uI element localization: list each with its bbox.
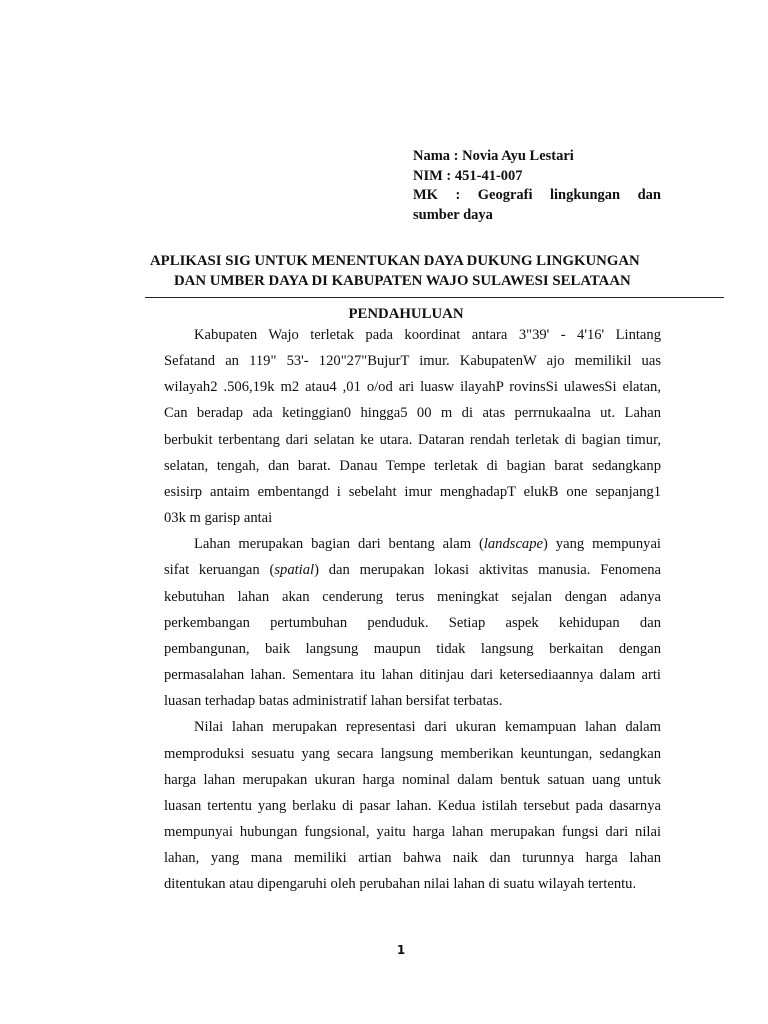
- text-line: Nilai lahan merupakan representasi dari ukuran kemampuan lahan dalam: [194, 719, 661, 736]
- document-title: [150, 251, 660, 291]
- course-word: :: [455, 187, 461, 203]
- text-line: luasan terhadap batas administratif lahan bersifat terbatas.: [164, 693, 503, 710]
- body-text: [164, 322, 661, 897]
- course-word: dan: [637, 187, 661, 203]
- text-line: selatan, tengah, dan barat. Danau Tempe terletak di bagian barat sedangkanp: [164, 457, 661, 474]
- title-line-2: DAN UMBER DAYA DI KABUPATEN WAJO SULAWESI SELATAAN: [174, 273, 631, 289]
- page-number: 1: [396, 943, 406, 957]
- course-word: Geografi: [477, 187, 533, 203]
- text-line: wilayah2 .506,19k m2 atau4 ,01 o/od ari luasw ilayahP rovinsSi ulawesSi elatan,: [164, 379, 661, 396]
- author-info-block: [413, 147, 661, 225]
- course-line-continued: sumber daya: [413, 206, 493, 223]
- text-line: kebutuhan lahan akan cenderung terus meningkat sejalan dengan adanya: [164, 588, 661, 605]
- text-line: Can beradap ada ketinggian0 hingga5 00 m di atas perrnukaalna ut. Lahan: [164, 405, 661, 422]
- course-line: [413, 186, 661, 206]
- text-line: lahan, yang mana memiliki artian bahwa naik dan turunnya harga lahan: [164, 850, 661, 867]
- body-paragraph: [164, 322, 661, 531]
- text-line: memproduksi sesuatu yang secara langsung memberikan keuntungan, sedangkan: [164, 745, 661, 762]
- section-heading: PENDAHULUAN: [348, 306, 464, 322]
- author-name: Nama : Novia Ayu Lestari: [413, 148, 574, 164]
- text-line: esisirp antaim embentangd i sebelaht imur menghadapT elukB one sepanjang1: [164, 483, 661, 500]
- text-line: Lahan merupakan bagian dari bentang alam (landscape) yang mempunyai: [194, 536, 661, 553]
- student-id: NIM : 451-41-007: [413, 167, 523, 184]
- text-line: mempunyai hubungan fungsional, yaitu harga lahan merupakan fungsi dari nilai: [164, 823, 661, 840]
- title-divider: [145, 297, 724, 298]
- text-line: perkembangan pertumbuhan penduduk. Setiap aspek kehidupan dan: [164, 614, 661, 631]
- text-line: sifat keruangan (spatial) dan merupakan lokasi aktivitas manusia. Fenomena: [164, 562, 661, 579]
- text-line: 03k m garisp antai: [164, 510, 273, 527]
- text-line: Sefatand an 119" 53'- 120"27"BujurT imur. KabupatenW ajo memilikil uas: [164, 353, 661, 370]
- body-paragraph: [164, 531, 661, 714]
- course-word: MK: [413, 187, 438, 203]
- text-line: Kabupaten Wajo terletak pada koordinat antara 3"39' - 4'16' Lintang: [194, 327, 661, 343]
- course-word: lingkungan: [549, 187, 621, 203]
- text-line: ditentukan atau dipengaruhi oleh perubahan nilai lahan di suatu wilayah tertentu.: [164, 876, 637, 893]
- text-line: harga lahan merupakan ukuran harga nominal dalam bentuk satuan uang untuk: [164, 771, 661, 788]
- text-line: luasan tertentu yang berlaku di pasar lahan. Kedua istilah tersebut pada dasarnya: [164, 797, 661, 814]
- text-line: berbukit terbentang dari selatan ke utara. Dataran rendah terletak di bagian timur,: [164, 431, 661, 448]
- text-line: pembangunan, baik langsung maupun tidak langsung berkaitan dengan: [164, 640, 661, 657]
- body-paragraph: [164, 714, 661, 897]
- title-line-1: APLIKASI SIG UNTUK MENENTUKAN DAYA DUKUNG LINGKUNGAN: [150, 253, 640, 269]
- text-line: permasalahan lahan. Sementara itu lahan ditinjau dari ketersediaannya dalam arti: [164, 667, 661, 684]
